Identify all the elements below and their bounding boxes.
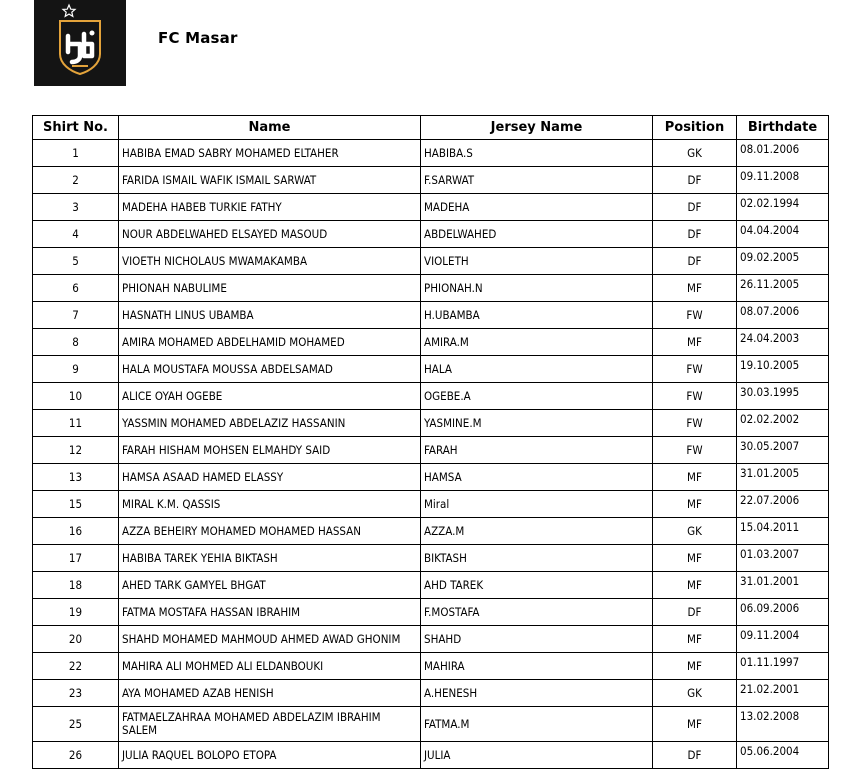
cell-shirt-no: 17	[33, 545, 119, 572]
table-row	[33, 742, 829, 769]
cell-birthdate: 04.04.2004	[737, 221, 829, 248]
cell-shirt-no: 7	[33, 302, 119, 329]
cell-name: AMIRA MOHAMED ABDELHAMID MOHAMED	[119, 329, 421, 356]
cell-position: MF	[653, 464, 737, 491]
cell-name: HABIBA EMAD SABRY MOHAMED ELTAHER	[119, 140, 421, 167]
cell-name: YASSMIN MOHAMED ABDELAZIZ HASSANIN	[119, 410, 421, 437]
cell-birthdate: 21.02.2001	[737, 680, 829, 707]
table-row	[33, 275, 829, 302]
table-row	[33, 437, 829, 464]
cell-position: GK	[653, 140, 737, 167]
cell-birthdate: 30.05.2007	[737, 437, 829, 464]
cell-shirt-no: 26	[33, 742, 119, 769]
cell-name: SHAHD MOHAMED MAHMOUD AHMED AWAD GHONIM	[119, 626, 421, 653]
roster-body	[33, 140, 829, 769]
table-row	[33, 167, 829, 194]
cell-jersey-name: F.MOSTAFA	[421, 599, 653, 626]
cell-jersey-name: YASMINE.M	[421, 410, 653, 437]
cell-shirt-no: 5	[33, 248, 119, 275]
cell-name: HASNATH LINUS UBAMBA	[119, 302, 421, 329]
club-name: FC Masar	[158, 29, 238, 47]
cell-name: VIOETH NICHOLAUS MWAMAKAMBA	[119, 248, 421, 275]
cell-jersey-name: VIOLETH	[421, 248, 653, 275]
table-row	[33, 248, 829, 275]
cell-jersey-name: F.SARWAT	[421, 167, 653, 194]
cell-jersey-name: SHAHD	[421, 626, 653, 653]
cell-shirt-no: 13	[33, 464, 119, 491]
cell-jersey-name: PHIONAH.N	[421, 275, 653, 302]
table-row	[33, 464, 829, 491]
cell-position: MF	[653, 653, 737, 680]
cell-birthdate: 30.03.1995	[737, 383, 829, 410]
cell-birthdate: 09.11.2008	[737, 167, 829, 194]
cell-shirt-no: 12	[33, 437, 119, 464]
cell-name: MADEHA HABEB TURKIE FATHY	[119, 194, 421, 221]
cell-position: MF	[653, 491, 737, 518]
table-row	[33, 518, 829, 545]
cell-shirt-no: 8	[33, 329, 119, 356]
star-icon	[63, 5, 75, 16]
cell-name: FARIDA ISMAIL WAFIK ISMAIL SARWAT	[119, 167, 421, 194]
col-header-jersey-name: Jersey Name	[421, 116, 653, 140]
cell-position: MF	[653, 329, 737, 356]
cell-shirt-no: 10	[33, 383, 119, 410]
table-row	[33, 329, 829, 356]
roster-table	[32, 115, 829, 769]
table-row	[33, 410, 829, 437]
cell-jersey-name: JULIA	[421, 742, 653, 769]
cell-position: GK	[653, 680, 737, 707]
col-header-position: Position	[653, 116, 737, 140]
col-header-birthdate: Birthdate	[737, 116, 829, 140]
cell-birthdate: 09.02.2005	[737, 248, 829, 275]
cell-name: PHIONAH NABULIME	[119, 275, 421, 302]
cell-birthdate: 26.11.2005	[737, 275, 829, 302]
cell-jersey-name: ABDELWAHED	[421, 221, 653, 248]
cell-birthdate: 24.04.2003	[737, 329, 829, 356]
cell-name: FARAH HISHAM MOHSEN ELMAHDY SAID	[119, 437, 421, 464]
cell-birthdate: 06.09.2006	[737, 599, 829, 626]
cell-shirt-no: 1	[33, 140, 119, 167]
cell-position: FW	[653, 437, 737, 464]
cell-jersey-name: Miral	[421, 491, 653, 518]
cell-jersey-name: MADEHA	[421, 194, 653, 221]
cell-position: MF	[653, 275, 737, 302]
cell-jersey-name: HALA	[421, 356, 653, 383]
cell-name: HABIBA TAREK YEHIA BIKTASH	[119, 545, 421, 572]
cell-jersey-name: AHD TAREK	[421, 572, 653, 599]
cell-name: HAMSA ASAAD HAMED ELASSY	[119, 464, 421, 491]
table-row	[33, 383, 829, 410]
cell-shirt-no: 3	[33, 194, 119, 221]
cell-position: MF	[653, 707, 737, 742]
cell-jersey-name: A.HENESH	[421, 680, 653, 707]
cell-name: AYA MOHAMED AZAB HENISH	[119, 680, 421, 707]
cell-name: AHED TARK GAMYEL BHGAT	[119, 572, 421, 599]
cell-jersey-name: HABIBA.S	[421, 140, 653, 167]
cell-position: FW	[653, 410, 737, 437]
cell-shirt-no: 18	[33, 572, 119, 599]
header-row	[33, 116, 829, 140]
cell-shirt-no: 25	[33, 707, 119, 742]
table-row	[33, 491, 829, 518]
col-header-name: Name	[119, 116, 421, 140]
cell-shirt-no: 22	[33, 653, 119, 680]
table-row	[33, 707, 829, 742]
cell-shirt-no: 23	[33, 680, 119, 707]
cell-birthdate: 02.02.2002	[737, 410, 829, 437]
table-row	[33, 194, 829, 221]
cell-shirt-no: 11	[33, 410, 119, 437]
cell-birthdate: 01.03.2007	[737, 545, 829, 572]
cell-birthdate: 08.07.2006	[737, 302, 829, 329]
cell-position: DF	[653, 248, 737, 275]
cell-jersey-name: FARAH	[421, 437, 653, 464]
cell-position: MF	[653, 626, 737, 653]
cell-shirt-no: 6	[33, 275, 119, 302]
cell-shirt-no: 9	[33, 356, 119, 383]
cell-position: FW	[653, 302, 737, 329]
cell-shirt-no: 19	[33, 599, 119, 626]
table-row	[33, 572, 829, 599]
cell-name: AZZA BEHEIRY MOHAMED MOHAMED HASSAN	[119, 518, 421, 545]
cell-position: GK	[653, 518, 737, 545]
table-row	[33, 653, 829, 680]
cell-shirt-no: 4	[33, 221, 119, 248]
col-header-shirt-no: Shirt No.	[33, 116, 119, 140]
table-row	[33, 599, 829, 626]
cell-name: FATMAELZAHRAA MOHAMED ABDELAZIM IBRAHIM SALEM	[119, 707, 421, 742]
cell-birthdate: 08.01.2006	[737, 140, 829, 167]
cell-birthdate: 09.11.2004	[737, 626, 829, 653]
cell-birthdate: 01.11.1997	[737, 653, 829, 680]
table-row	[33, 626, 829, 653]
cell-position: FW	[653, 383, 737, 410]
cell-name: MAHIRA ALI MOHMED ALI ELDANBOUKI	[119, 653, 421, 680]
cell-birthdate: 15.04.2011	[737, 518, 829, 545]
cell-shirt-no: 2	[33, 167, 119, 194]
cell-jersey-name: H.UBAMBA	[421, 302, 653, 329]
cell-birthdate: 19.10.2005	[737, 356, 829, 383]
cell-position: MF	[653, 572, 737, 599]
cell-position: DF	[653, 167, 737, 194]
cell-position: DF	[653, 742, 737, 769]
cell-shirt-no: 16	[33, 518, 119, 545]
cell-name: HALA MOUSTAFA MOUSSA ABDELSAMAD	[119, 356, 421, 383]
table-row	[33, 140, 829, 167]
club-logo	[34, 0, 126, 86]
cell-position: DF	[653, 221, 737, 248]
cell-position: MF	[653, 545, 737, 572]
cell-name: FATMA MOSTAFA HASSAN IBRAHIM	[119, 599, 421, 626]
table-row	[33, 302, 829, 329]
table-row	[33, 356, 829, 383]
cell-jersey-name: HAMSA	[421, 464, 653, 491]
cell-jersey-name: AMIRA.M	[421, 329, 653, 356]
cell-birthdate: 13.02.2008	[737, 707, 829, 742]
table-row	[33, 221, 829, 248]
cell-jersey-name: MAHIRA	[421, 653, 653, 680]
table-row	[33, 545, 829, 572]
cell-jersey-name: FATMA.M	[421, 707, 653, 742]
cell-birthdate: 31.01.2005	[737, 464, 829, 491]
cell-position: DF	[653, 194, 737, 221]
cell-jersey-name: AZZA.M	[421, 518, 653, 545]
cell-position: DF	[653, 599, 737, 626]
cell-shirt-no: 15	[33, 491, 119, 518]
cell-name: NOUR ABDELWAHED ELSAYED MASOUD	[119, 221, 421, 248]
cell-birthdate: 02.02.1994	[737, 194, 829, 221]
cell-name: MIRAL K.M. QASSIS	[119, 491, 421, 518]
cell-birthdate: 31.01.2001	[737, 572, 829, 599]
table-row	[33, 680, 829, 707]
cell-shirt-no: 20	[33, 626, 119, 653]
cell-position: FW	[653, 356, 737, 383]
cell-name: JULIA RAQUEL BOLOPO ETOPA	[119, 742, 421, 769]
cell-birthdate: 22.07.2006	[737, 491, 829, 518]
cell-birthdate: 05.06.2004	[737, 742, 829, 769]
cell-name: ALICE OYAH OGEBE	[119, 383, 421, 410]
cell-jersey-name: OGEBE.A	[421, 383, 653, 410]
cell-jersey-name: BIKTASH	[421, 545, 653, 572]
